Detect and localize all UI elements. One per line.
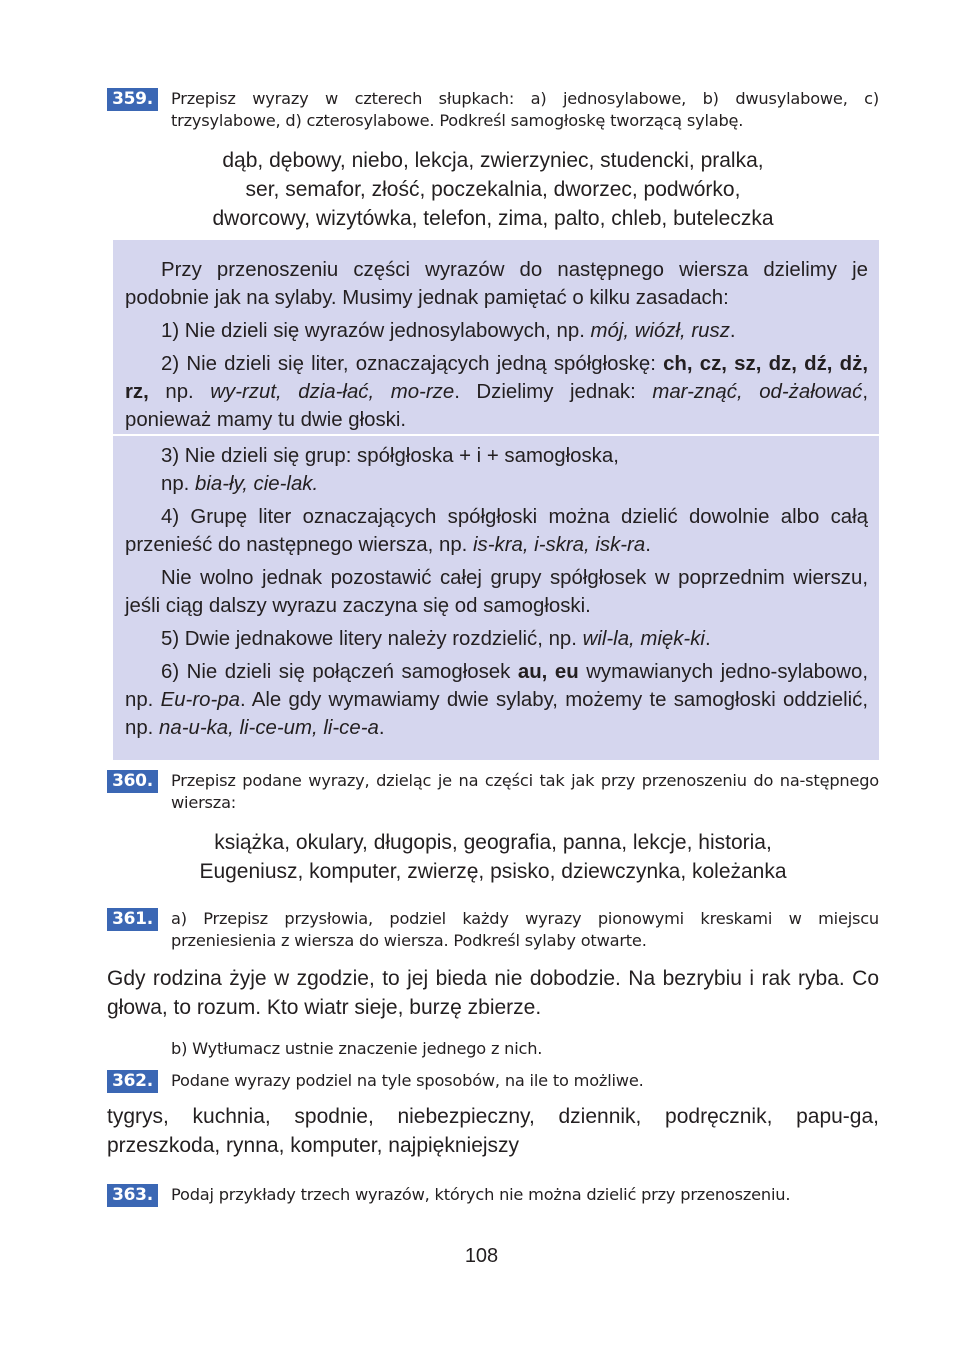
proverbs-text: Gdy rodzina żyje w zgodzie, to jej bieda nie dobodzie. Na bezrybiu i rak ryba. Co głowa, to rozum. Kto wiatr sieje, burzę zbierze. bbox=[107, 967, 879, 1019]
exercise-361 bbox=[107, 908, 879, 1060]
word-list-line: ser, semafor, złość, poczekalnia, dworzec, podwórko, bbox=[245, 178, 741, 201]
word-list bbox=[107, 828, 879, 886]
word-list-line: Eugeniusz, komputer, zwierzę, psisko, dziewczynka, koleżanka bbox=[199, 860, 787, 883]
exercise-subtask: b) Wytłumacz ustnie znaczenie jednego z nich. bbox=[171, 1039, 543, 1058]
exercise-number-badge: 362. bbox=[107, 1070, 158, 1093]
rule-4: 4) Grupę liter oznaczających spółgłoski można dzielić dowolnie albo całą przenieść do następnego wiersza, np. is-kra, i-skra, isk-ra. bbox=[125, 506, 868, 556]
word-list bbox=[107, 146, 879, 233]
rule-5: 5) Dwie jednakowe litery należy rozdzielić, np. wil-la, mięk-ki. bbox=[161, 628, 711, 650]
exercise-instruction: Podaj przykłady trzech wyrazów, których nie można dzielić przy przenoszeniu. bbox=[171, 1185, 791, 1204]
page-number: 108 bbox=[464, 1245, 499, 1267]
exercise-number-badge: 363. bbox=[107, 1184, 158, 1207]
word-list-line: dworcowy, wizytówka, telefon, zima, palto, chleb, buteleczka bbox=[212, 207, 774, 230]
exercise-instruction: Przepisz wyrazy w czterech słupkach: a) jednosylabowe, b) dwusylabowe, c) trzysylabowe, d) czterosylabowe. Podkreśl samogłoskę tworzącą sylabę. bbox=[171, 89, 879, 130]
exercise-instruction: Przepisz podane wyrazy, dzieląc je na części tak jak przy przenoszeniu do na-stępnego wiersza: bbox=[171, 771, 879, 812]
exercise-instruction: a) Przepisz przysłowia, podziel każdy wyrazy pionowymi kreskami w miejscu przeniesienia z wiersza do wiersza. Podkreśl sylaby otwarte. bbox=[171, 909, 879, 950]
rule-1: 1) Nie dzieli się wyrazów jednosylabowych, np. mój, wiózł, rusz. bbox=[161, 320, 736, 342]
exercise-363 bbox=[107, 1184, 879, 1206]
rule-2: 2) Nie dzieli się liter, oznaczających jedną spółgłoskę: ch, cz, sz, dz, dź, dż, rz, np. wy-rzut, dzia-łać, mo-rze. Dzielimy jednak: mar-znąć, od-żałować, ponieważ mamy tu dwie głoski. bbox=[125, 353, 869, 431]
rule-4-note: Nie wolno jednak pozostawić całej grupy spółgłosek w poprzednim wierszu, jeśli ciąg dalszy wyrazu zaczyna się od samogłoski. bbox=[125, 567, 868, 617]
exercise-362 bbox=[107, 1070, 879, 1160]
exercise-360 bbox=[107, 770, 879, 886]
rule-6: 6) Nie dzieli się połączeń samogłosek au, eu wymawianych jedno-sylabowo, np. Eu-ro-pa. Ale gdy wymawiamy dwie sylaby, możemy te samogłoski oddzielić, np. na-u-ka, li-ce-um, li-ce-a. bbox=[125, 661, 868, 739]
word-list-line: dąb, dębowy, niebo, lekcja, zwierzyniec, studencki, pralka, bbox=[222, 149, 764, 172]
word-list: tygrys, kuchnia, spodnie, niebezpieczny, dziennik, podręcznik, papu-ga, przeszkoda, rynna, komputer, najpiękniejszy bbox=[107, 1105, 879, 1157]
word-list-line: książka, okulary, długopis, geografia, panna, lekcje, historia, bbox=[214, 831, 772, 854]
rules-intro: Przy przenoszeniu części wyrazów do następnego wiersza dzielimy je podobnie jak na sylaby. Musimy jednak pamiętać o kilku zasadach: bbox=[125, 259, 868, 309]
exercise-number-badge: 359. bbox=[107, 88, 158, 111]
exercise-359 bbox=[107, 88, 879, 233]
exercise-number-badge: 360. bbox=[107, 770, 158, 793]
divider bbox=[113, 434, 879, 436]
rules-box bbox=[113, 240, 879, 760]
rule-3: 3) Nie dzieli się grup: spółgłoska + i + samogłoska, np. bia-ły, cie-lak. bbox=[161, 445, 619, 495]
exercise-number-badge: 361. bbox=[107, 908, 158, 931]
exercise-instruction: Podane wyrazy podziel na tyle sposobów, na ile to możliwe. bbox=[171, 1071, 644, 1090]
